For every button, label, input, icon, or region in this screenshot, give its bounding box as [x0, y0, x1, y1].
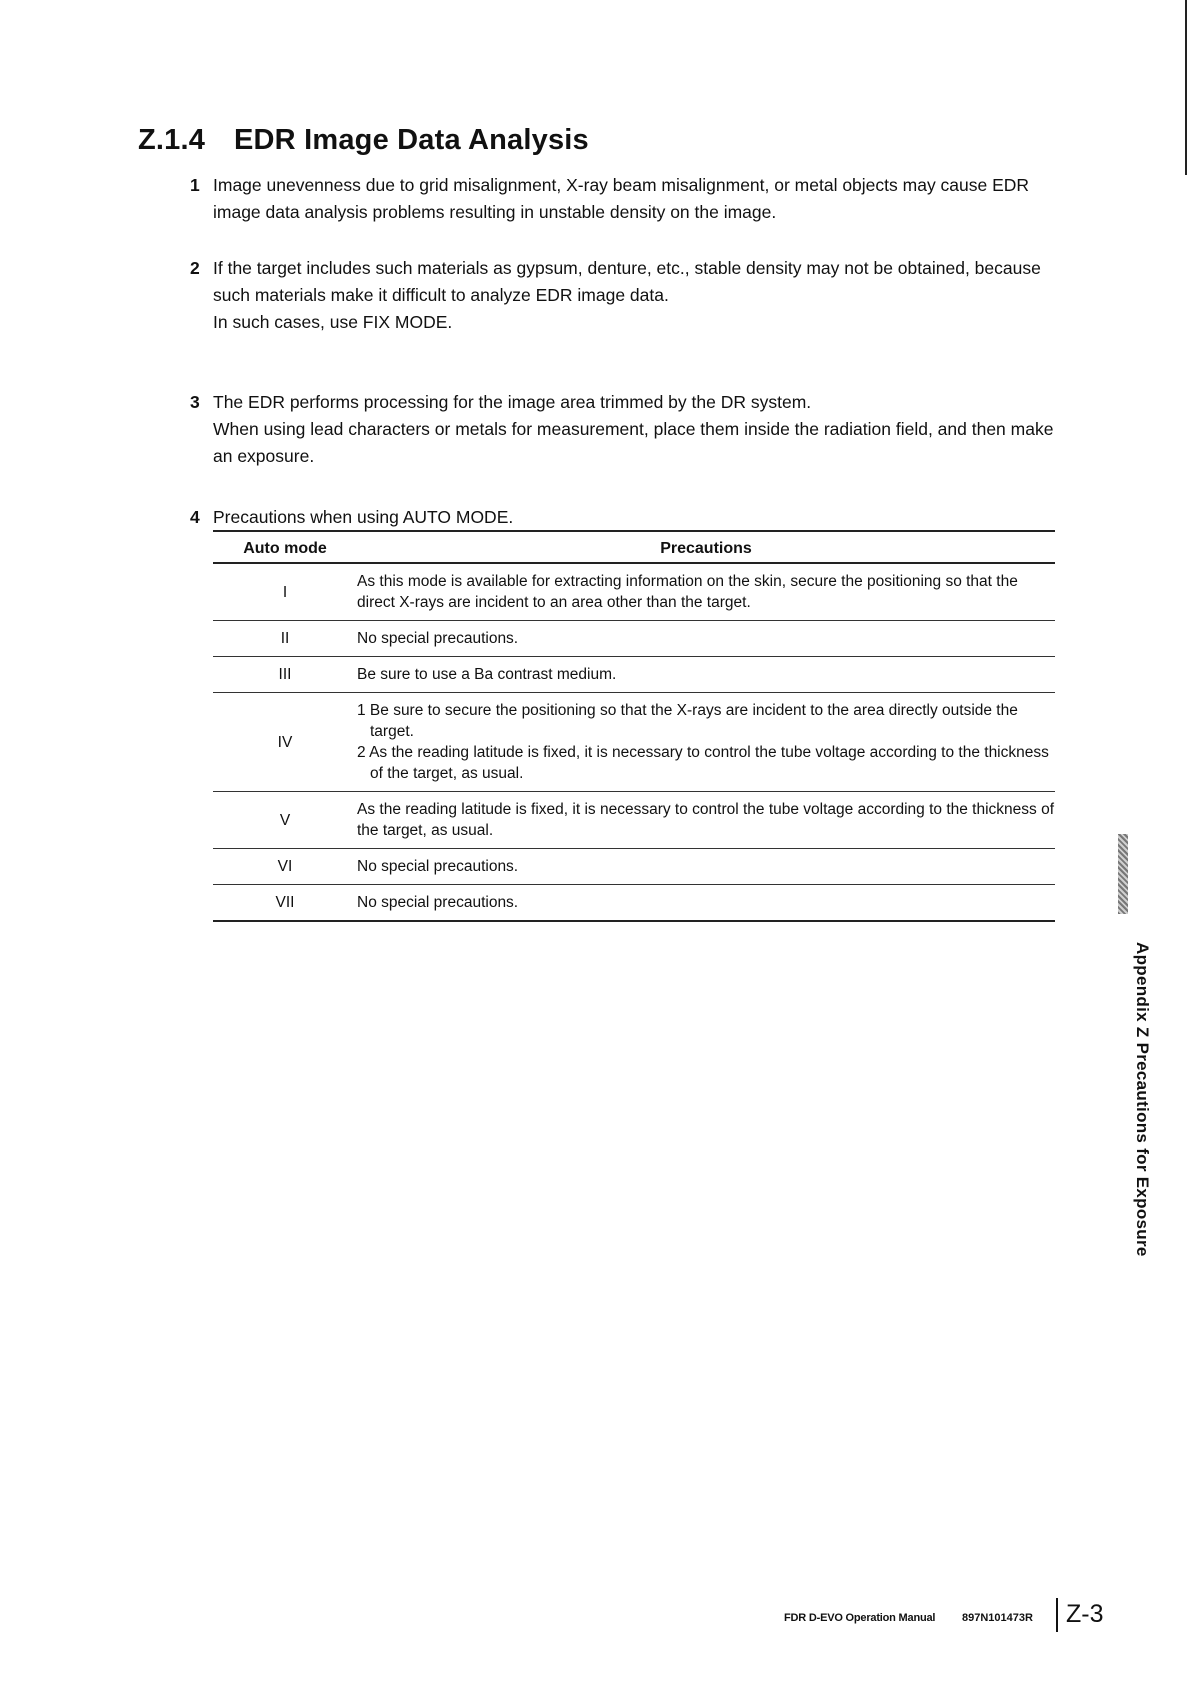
precaution-cell: No special precautions.	[357, 621, 1055, 657]
item-number: 3	[190, 392, 200, 412]
item-text: Precautions when using AUTO MODE.	[213, 507, 514, 527]
precaution-cell: As this mode is available for extracting information on the skin, secure the positioning so that the direct X-rays are incident to an area other than the target.	[357, 563, 1055, 621]
item-number: 2	[190, 258, 200, 278]
list-item-4	[190, 504, 1070, 531]
item-text: In such cases, use FIX MODE.	[213, 312, 453, 332]
precaution-subitem: 1 Be sure to secure the positioning so that the X-rays are incident to the area directly outside the target.	[357, 702, 1018, 740]
table-row	[213, 885, 1055, 922]
section-title: EDR Image Data Analysis	[234, 124, 589, 156]
section-number: Z.1.4	[138, 124, 206, 156]
precaution-cell: As the reading latitude is fixed, it is necessary to control the tube voltage according to the thickness of the target, as usual.	[357, 792, 1055, 849]
list-item-1	[190, 172, 1070, 226]
mode-cell: V	[213, 792, 357, 849]
section-heading	[138, 124, 589, 157]
item-number: 1	[190, 175, 200, 195]
table-row	[213, 792, 1055, 849]
page-number: Z-3	[1066, 1600, 1104, 1628]
table-row	[213, 849, 1055, 885]
mode-cell: III	[213, 657, 357, 693]
precaution-subitem: 2 As the reading latitude is fixed, it is necessary to control the tube voltage according to the thickness of the target, as usual.	[357, 744, 1049, 782]
precaution-cell: No special precautions.	[357, 849, 1055, 885]
precaution-cell: No special precautions.	[357, 885, 1055, 922]
mode-cell: I	[213, 563, 357, 621]
mode-cell: IV	[213, 693, 357, 792]
footer-document-code: 897N101473R	[962, 1612, 1033, 1624]
table-header-row	[213, 531, 1055, 563]
precaution-cell: Be sure to use a Ba contrast medium.	[357, 657, 1055, 693]
precaution-cell	[357, 693, 1055, 792]
footer-manual-title: FDR D-EVO Operation Manual	[784, 1612, 936, 1624]
table-row	[213, 621, 1055, 657]
item-text: The EDR performs processing for the image area trimmed by the DR system.	[213, 392, 812, 412]
precautions-table	[213, 530, 1055, 922]
section-thumb-tab	[1118, 834, 1128, 914]
item-text: If the target includes such materials as gypsum, denture, etc., stable density may not be obtained, because such materials make it difficult to analyze EDR image data.	[213, 258, 1041, 305]
list-item-3	[190, 389, 1070, 470]
mode-cell: II	[213, 621, 357, 657]
item-number: 4	[190, 507, 200, 527]
mode-cell: VII	[213, 885, 357, 922]
appendix-side-label: Appendix Z Precautions for Exposure	[1133, 942, 1152, 1257]
page-edge-rule	[1185, 0, 1187, 175]
item-text: Image unevenness due to grid misalignment, X-ray beam misalignment, or metal objects may cause EDR image data analysis problems resulting in unstable density on the image.	[213, 175, 1030, 222]
mode-cell: VI	[213, 849, 357, 885]
item-text: When using lead characters or metals for measurement, place them inside the radiation field, and then make an exposure.	[213, 419, 1054, 466]
footer-divider	[1056, 1598, 1058, 1632]
table-row	[213, 657, 1055, 693]
list-item-2	[190, 255, 1070, 336]
header-auto-mode: Auto mode	[213, 531, 357, 563]
header-precautions: Precautions	[357, 531, 1055, 563]
table-row	[213, 693, 1055, 792]
table-row	[213, 563, 1055, 621]
